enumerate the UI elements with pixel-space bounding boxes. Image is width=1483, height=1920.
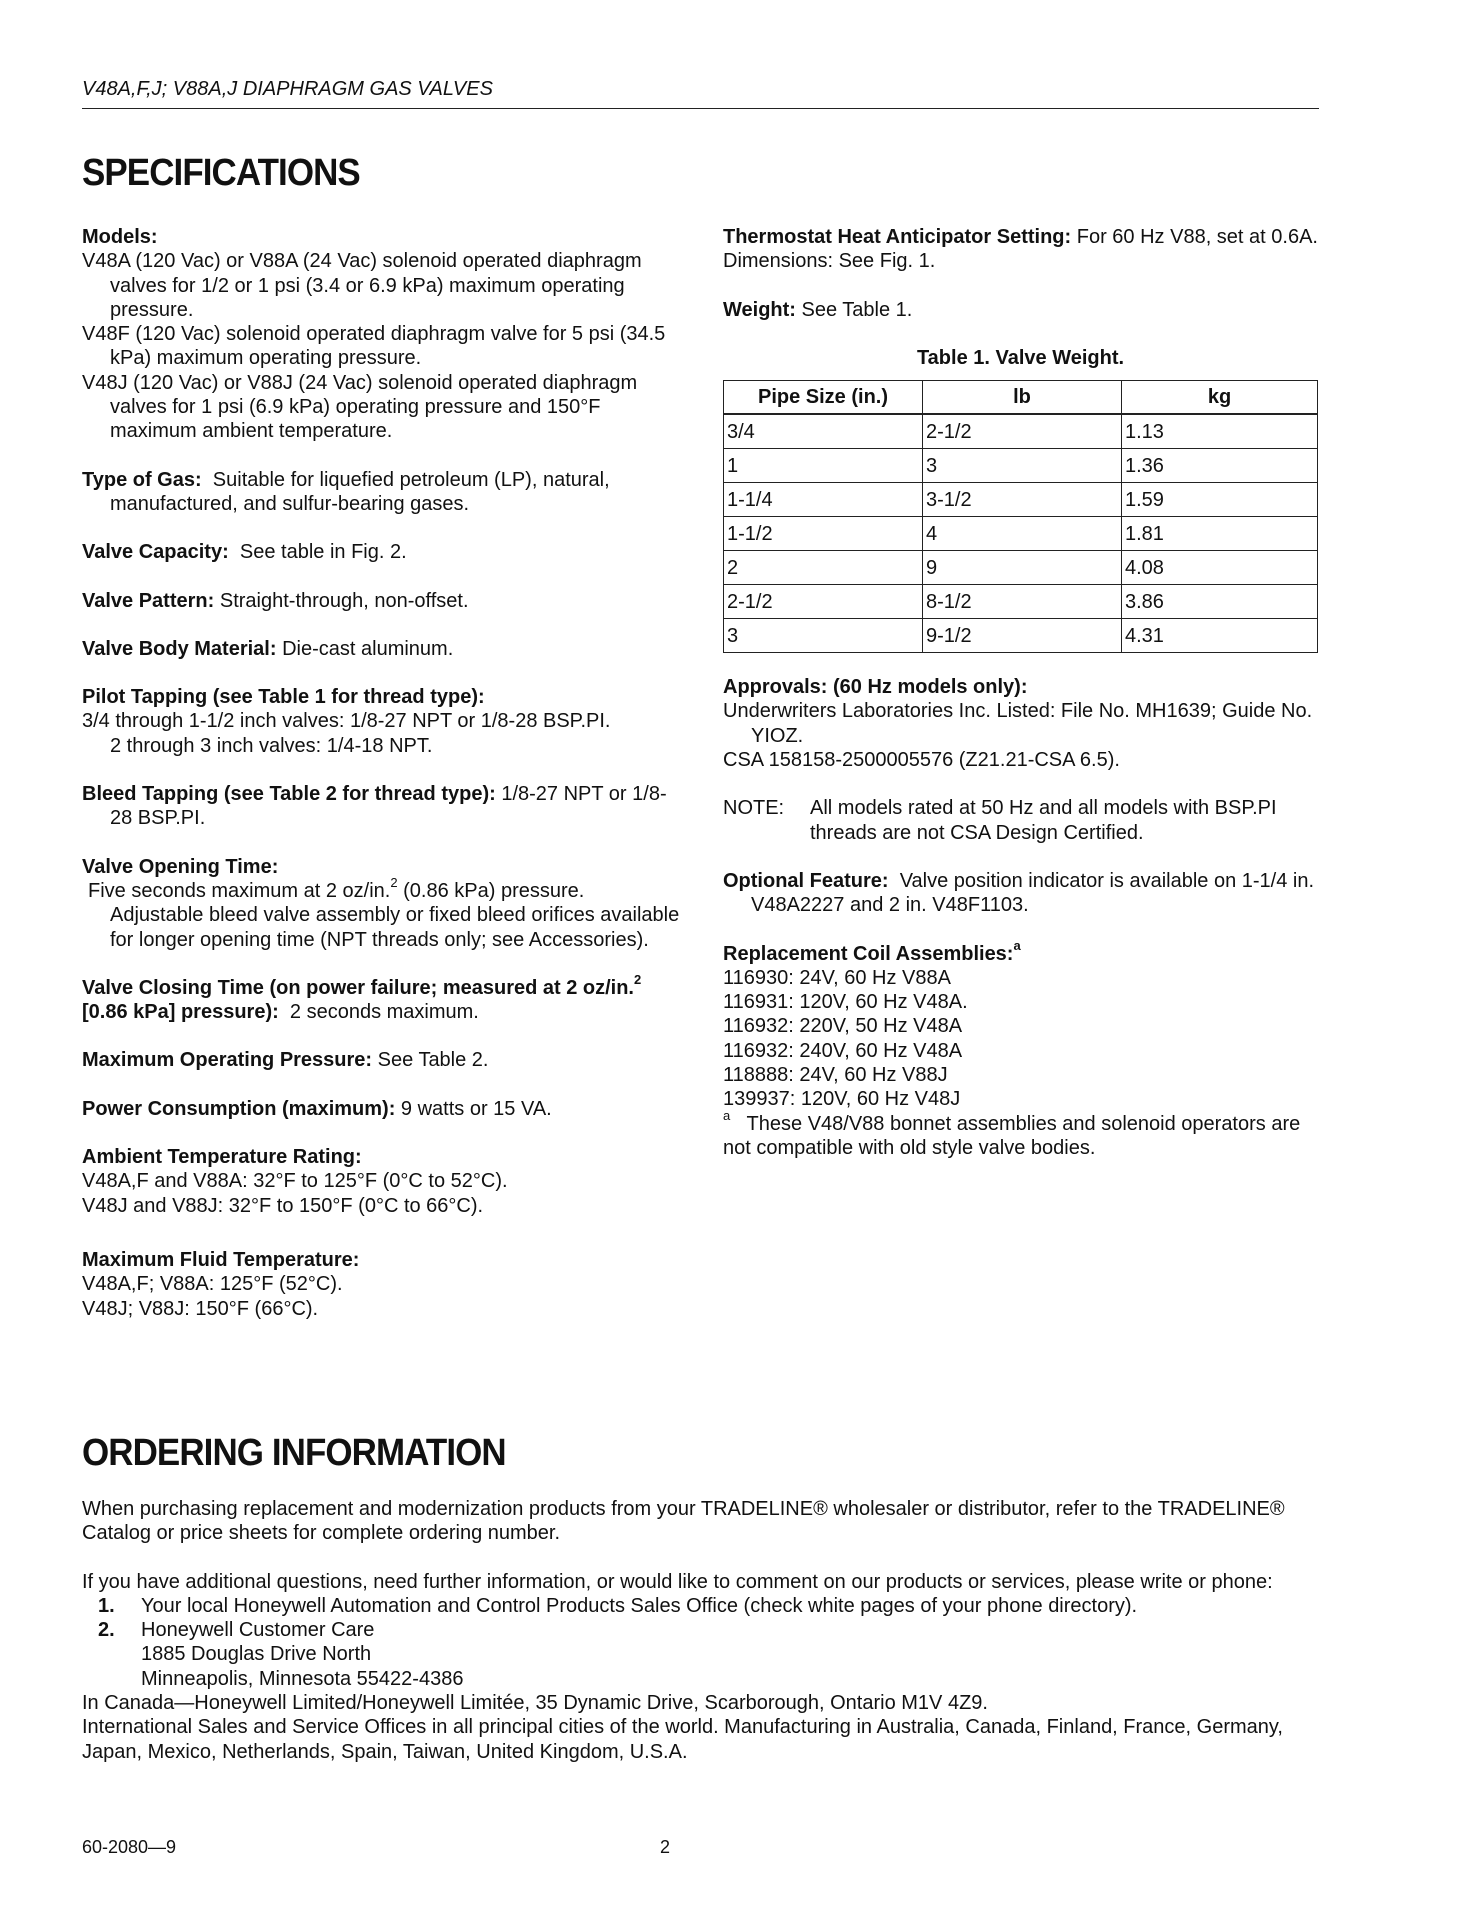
table-caption: Table 1. Valve Weight.: [916, 346, 1125, 369]
pattern-label: Valve Pattern:: [82, 589, 215, 612]
valve-weight-table: [723, 380, 1318, 653]
list-text: Your local Honeywell Automation and Control Products Sales Office (check white pages of your phone directory).: [141, 1594, 1138, 1617]
ordering-list-item: [82, 1594, 1322, 1618]
table-header-row: [724, 381, 1318, 415]
address-line: Minneapolis, Minnesota 55422-4386: [141, 1667, 464, 1690]
table-cell: 1-1/2: [724, 517, 923, 551]
optional-label: Optional Feature:: [723, 869, 889, 892]
opening-text-b: (0.86 kPa) pressure.: [397, 879, 585, 902]
thermostat-section: [723, 225, 1323, 249]
coil-line: 116931: 120V, 60 Hz V48A.: [723, 991, 968, 1014]
list-number: 2.: [98, 1619, 115, 1642]
table-cell: 8-1/2: [923, 585, 1122, 619]
coil-line: 139937: 120V, 60 Hz V48J: [723, 1088, 961, 1111]
model-entry: V48A (120 Vac) or V88A (24 Vac) solenoid operated diaphragm valves for 1/2 or 1 psi (3.4 or 6.9 kPa) maximum operating pressure.: [82, 250, 642, 321]
address-line: Honeywell Customer Care: [141, 1619, 375, 1642]
table-row: [724, 414, 1318, 449]
body-material-section: [82, 637, 682, 661]
opening-time-label: Valve Opening Time:: [82, 855, 279, 878]
table-cell: 4.08: [1122, 551, 1318, 585]
table-cell: 1.13: [1122, 414, 1318, 449]
table-cell: 2-1/2: [724, 585, 923, 619]
pattern-section: [82, 589, 682, 613]
table-row: [724, 517, 1318, 551]
ordering-list-item: [82, 1618, 1322, 1691]
international-text: International Sales and Service Offices in all principal cities of the world. Manufacturing in Australia, Canada, Finland, France, Germany, Japan, Mexico, Netherlands, Spain, Taiwan, United Kingdom, U.S.A.: [82, 1716, 1283, 1763]
canada-text: In Canada—Honeywell Limited/Honeywell Limitée, 35 Dynamic Drive, Scarborough, Ontario M1V 4Z9.: [82, 1692, 988, 1715]
table-cell: 1-1/4: [724, 483, 923, 517]
table-cell: 2: [724, 551, 923, 585]
table-row: [724, 619, 1318, 653]
note-label: NOTE:: [723, 797, 785, 820]
table-cell: 9: [923, 551, 1122, 585]
weight-section: [723, 298, 1323, 322]
table-row: [724, 449, 1318, 483]
pattern-text: Straight-through, non-offset.: [219, 589, 469, 612]
models-section: [82, 225, 682, 444]
note-section: [723, 796, 1323, 845]
pilot-line: 2 through 3 inch valves: 1/4-18 NPT.: [110, 734, 433, 757]
closing-label-b: [0.86 kPa] pressure):: [82, 1001, 279, 1024]
page-header: [82, 78, 1319, 109]
table-cell: 4: [923, 517, 1122, 551]
max-pressure-text: See Table 2.: [377, 1049, 489, 1072]
address-line: 1885 Douglas Drive North: [141, 1643, 372, 1666]
table-cell: 1.36: [1122, 449, 1318, 483]
doc-number: 60-2080—9: [82, 1837, 177, 1857]
approvals-line: Underwriters Laboratories Inc. Listed: File No. MH1639; Guide No. YIOZ.: [723, 700, 1313, 747]
closing-superscript: 2: [634, 972, 642, 988]
table-header-cell: kg: [1122, 381, 1318, 415]
bleed-tapping-section: [82, 782, 682, 831]
model-entry: V48F (120 Vac) solenoid operated diaphragm valve for 5 psi (34.5 kPa) maximum operating pressure.: [82, 323, 666, 370]
ambient-section: [82, 1145, 682, 1218]
fluid-temp-label: Maximum Fluid Temperature:: [82, 1248, 360, 1271]
coil-line: 118888: 24V, 60 Hz V88J: [723, 1064, 948, 1087]
approvals-line: CSA 158158-2500005576 (Z21.21-CSA 6.5).: [723, 749, 1120, 772]
coil-line: 116930: 24V, 60 Hz V88A: [723, 966, 951, 989]
capacity-section: [82, 540, 682, 564]
table-cell: 1.81: [1122, 517, 1318, 551]
table-cell: 3-1/2: [923, 483, 1122, 517]
body-material-text: Die-cast aluminum.: [282, 637, 454, 660]
dimensions-text: Dimensions: See Fig. 1.: [723, 250, 936, 273]
note-text: All models rated at 50 Hz and all models with BSP.PI threads are not CSA Design Certified.: [810, 797, 1277, 844]
max-pressure-label: Maximum Operating Pressure:: [82, 1049, 373, 1072]
body-material-label: Valve Body Material:: [82, 637, 277, 660]
gas-type-label: Type of Gas:: [82, 468, 202, 491]
table-cell: 3/4: [724, 414, 923, 449]
power-label: Power Consumption (maximum):: [82, 1097, 396, 1120]
capacity-text: See table in Fig. 2.: [239, 541, 407, 564]
ordering-title: ORDERING INFORMATION: [82, 1432, 506, 1474]
ambient-line: V48A,F and V88A: 32°F to 125°F (0°C to 52°C).: [82, 1170, 508, 1193]
footnote-mark: a: [723, 1107, 731, 1123]
bleed-tapping-text: 1/8-27 NPT or 1/8-28 BSP.PI.: [110, 783, 667, 830]
opening-superscript: 2: [390, 875, 398, 891]
dimensions-section: [723, 249, 1323, 273]
table-cell: 2-1/2: [923, 414, 1122, 449]
closing-label-a: Valve Closing Time (on power failure; measured at 2 oz/in.: [82, 976, 634, 999]
closing-text: 2 seconds maximum.: [289, 1001, 479, 1024]
power-section: [82, 1097, 682, 1121]
pilot-line: 3/4 through 1-1/2 inch valves: 1/8-27 NPT or 1/8-28 BSP.PI.: [82, 710, 611, 733]
table-cell: 3: [923, 449, 1122, 483]
ordering-para-2: If you have additional questions, need further information, or would like to comment on our products or services, please write or phone:: [82, 1570, 1273, 1593]
ordering-section: [82, 1497, 1322, 1764]
capacity-label: Valve Capacity:: [82, 541, 229, 564]
page-number: 2: [660, 1837, 671, 1857]
pilot-tapping-label: Pilot Tapping (see Table 1 for thread type):: [82, 686, 485, 709]
pilot-tapping-section: [82, 685, 682, 758]
models-label: Models:: [82, 226, 158, 248]
bleed-tapping-label: Bleed Tapping (see Table 2 for thread type):: [82, 783, 496, 806]
table-header-cell: Pipe Size (in.): [724, 381, 923, 415]
power-text: 9 watts or 15 VA.: [400, 1097, 552, 1120]
table-row: [724, 483, 1318, 517]
gas-type-section: [82, 468, 682, 517]
ordering-para-1: When purchasing replacement and modernization products from your TRADELINE® wholesaler or distributor, refer to the TRADELINE® Catalog or price sheets for complete ordering number.: [82, 1498, 1285, 1545]
list-number: 1.: [98, 1594, 115, 1617]
weight-text: See Table 1.: [801, 298, 913, 321]
weight-label: Weight:: [723, 298, 796, 321]
opening-text-a: Five seconds maximum at 2 oz/in.: [88, 879, 391, 902]
approvals-section: [723, 675, 1323, 772]
gas-type-text: Suitable for liquefied petroleum (LP), natural, manufactured, and sulfur-bearing gases.: [110, 468, 610, 515]
header-title: V48A,F,J; V88A,J DIAPHRAGM GAS VALVES: [82, 78, 493, 100]
fluid-temp-section: [82, 1248, 682, 1321]
footnote-text: These V48/V88 bonnet assemblies and solenoid operators are not compatible with old style valve bodies.: [723, 1112, 1301, 1159]
model-entry: V48J (120 Vac) or V88J (24 Vac) solenoid operated diaphragm valves for 1 psi (6.9 kPa) operating pressure and 150°F maximum ambient temperature.: [82, 371, 638, 443]
specs-right-column: [723, 225, 1323, 1184]
coil-superscript: a: [1013, 937, 1021, 953]
coil-line: 116932: 220V, 50 Hz V48A: [723, 1015, 963, 1038]
table-cell: 1.59: [1122, 483, 1318, 517]
table-header-cell: lb: [923, 381, 1122, 415]
closing-time-section: [82, 972, 682, 1025]
approvals-label: Approvals: (60 Hz models only):: [723, 676, 1028, 699]
optional-text: Valve position indicator is available on 1-1/4 in. V48A2227 and 2 in. V48F1103.: [751, 869, 1315, 917]
table-row: [724, 585, 1318, 619]
ambient-label: Ambient Temperature Rating:: [82, 1146, 362, 1169]
coil-assemblies-section: [723, 937, 1323, 1161]
specs-left-column: [82, 225, 682, 1345]
fluid-line: V48J; V88J: 150°F (66°C).: [82, 1297, 319, 1320]
opening-text-2: Adjustable bleed valve assembly or fixed bleed orifices available for longer opening time (NPT threads only; see Accessories).: [110, 904, 680, 951]
fluid-line: V48A,F; V88A: 125°F (52°C).: [82, 1273, 343, 1296]
opening-time-section: [82, 855, 682, 952]
thermostat-text: For 60 Hz V88, set at 0.6A.: [1076, 226, 1318, 248]
table-cell: 4.31: [1122, 619, 1318, 653]
table-cell: 9-1/2: [923, 619, 1122, 653]
table-row: [724, 551, 1318, 585]
optional-feature-section: [723, 869, 1323, 918]
table-cell: 3.86: [1122, 585, 1318, 619]
specifications-title: SPECIFICATIONS: [82, 152, 360, 194]
table-cell: 1: [724, 449, 923, 483]
ambient-line: V48J and V88J: 32°F to 150°F (0°C to 66°C).: [82, 1194, 484, 1217]
thermostat-label: Thermostat Heat Anticipator Setting:: [723, 226, 1072, 248]
coil-line: 116932: 240V, 60 Hz V48A: [723, 1039, 963, 1062]
table-cell: 3: [724, 619, 923, 653]
coil-label: Replacement Coil Assemblies:: [723, 942, 1014, 965]
max-pressure-section: [82, 1048, 682, 1072]
